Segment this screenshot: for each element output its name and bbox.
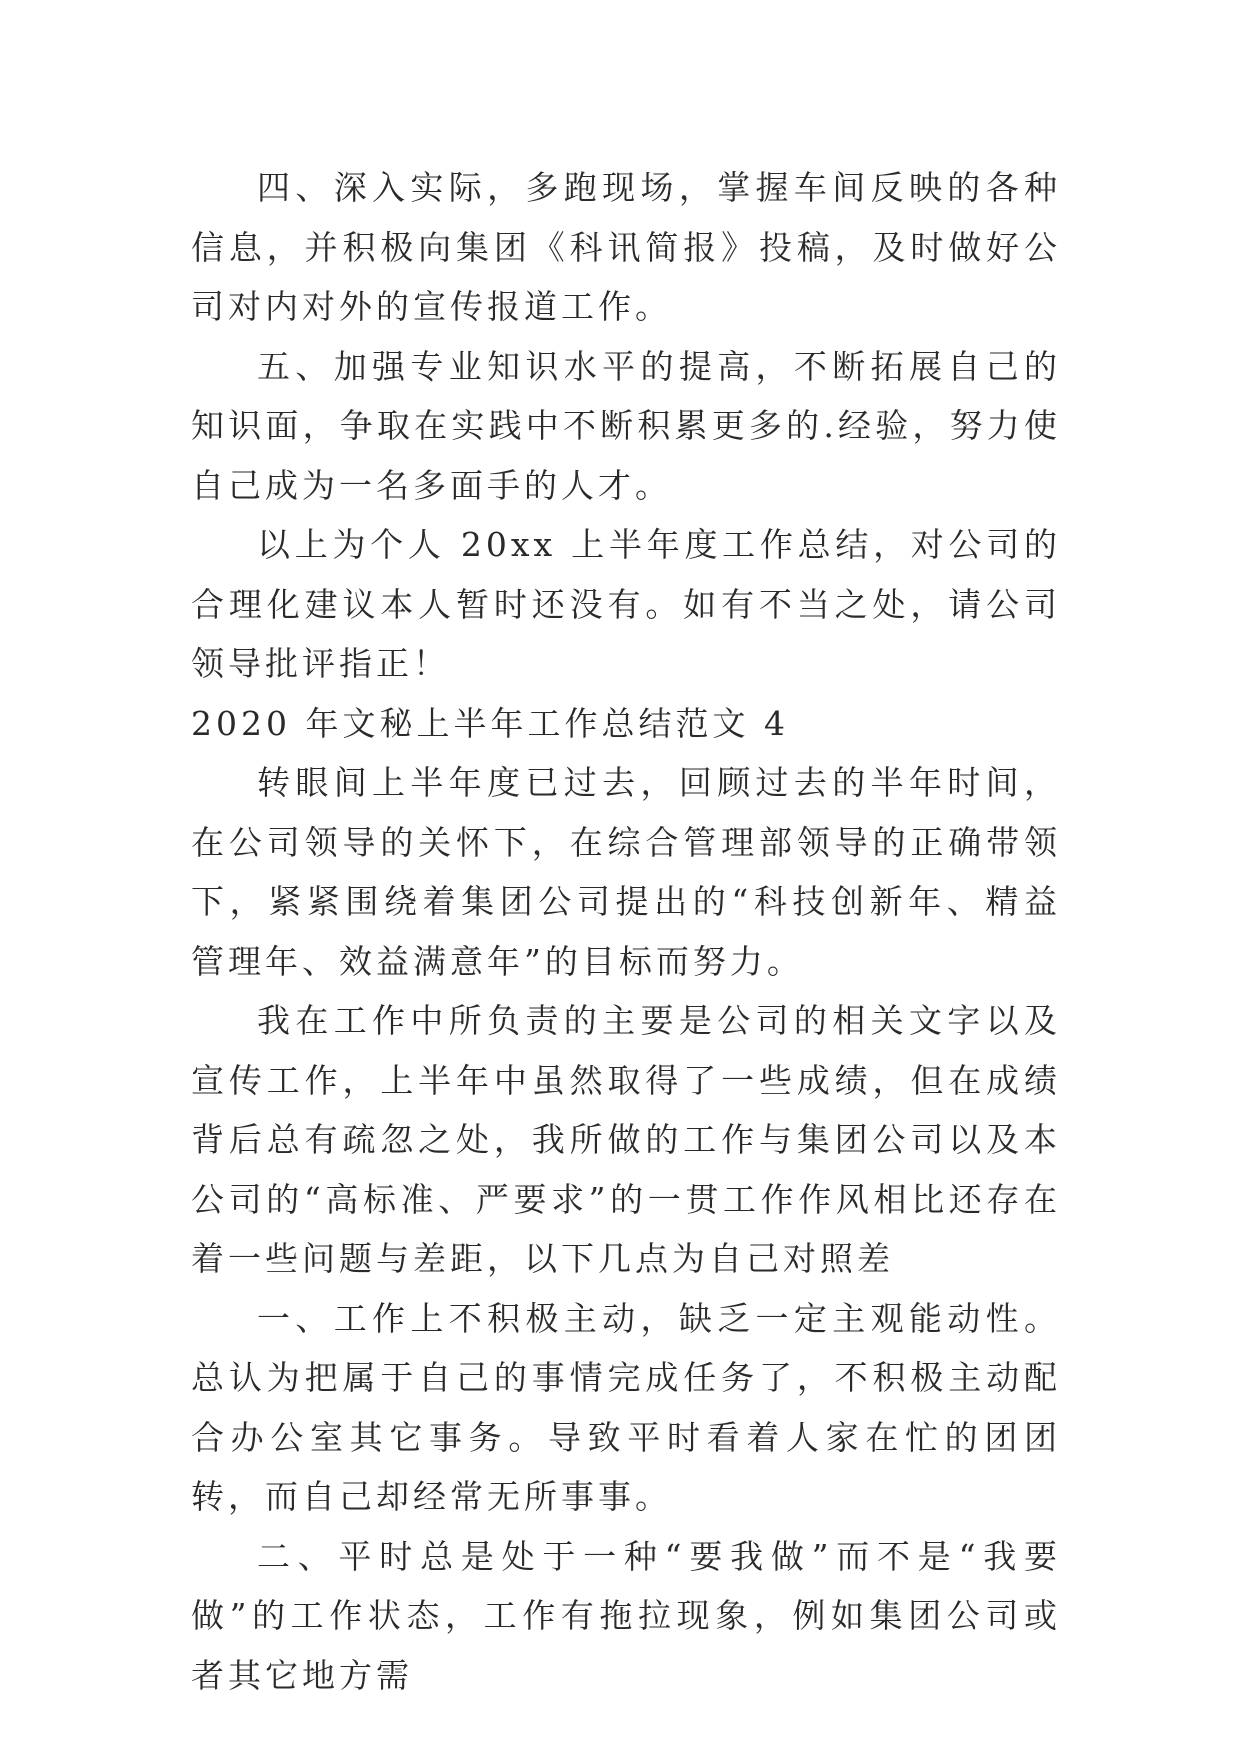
paragraph-point-two: 二、平时总是处于一种“要我做”而不是“我要做”的工作状态，工作有拖拉现象，例如集团公司或者其它地方需	[191, 1536, 1061, 1695]
paragraph-responsibility: 我在工作中所负责的主要是公司的相关文字以及宣传工作，上半年中虽然取得了一些成绩，但在成绩背后总有疏忽之处，我所做的工作与集团公司以及本公司的“高标准、严要求”的一贯工作作风相比还存在着一些问题与差距，以下几点为自己对照差	[191, 1001, 1061, 1278]
paragraph-item-four: 四、深入实际，多跑现场，掌握车间反映的各种信息，并积极向集团《科讯简报》投稿，及时做好公司对内对外的宣传报道工作。	[191, 168, 1061, 326]
paragraph-intro: 转眼间上半年度已过去，回顾过去的半年时间，在公司领导的关怀下，在综合管理部领导的正确带领下，紧紧围绕着集团公司提出的“科技创新年、精益管理年、效益满意年”的目标而努力。	[191, 763, 1061, 981]
paragraph-point-one: 一、工作上不积极主动，缺乏一定主观能动性。总认为把属于自己的事情完成任务了，不积极主动配合办公室其它事务。导致平时看着人家在忙的团团转，而自己却经常无所事事。	[191, 1298, 1061, 1516]
document-body	[191, 158, 1061, 1705]
section-title: 2020 年文秘上半年工作总结范文 4	[191, 703, 789, 743]
paragraph-conclusion: 以上为个人 20xx 上半年度工作总结，对公司的合理化建议本人暂时还没有。如有不当之处，请公司领导批评指正！	[191, 525, 1061, 683]
paragraph-item-five: 五、加强专业知识水平的提高，不断拓展自己的知识面，争取在实践中不断积累更多的.经验，努力使自己成为一名多面手的人才。	[191, 346, 1061, 505]
